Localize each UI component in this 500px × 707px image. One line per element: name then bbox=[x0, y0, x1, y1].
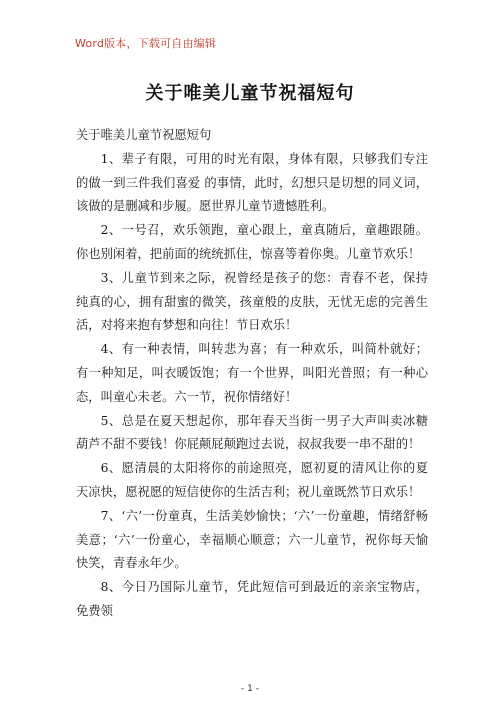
paragraph-8: 8、今日乃国际儿童节，凭此短信可到最近的亲亲宝物店，免费领 bbox=[76, 580, 428, 618]
paragraph-1: 1、辈子有限，可用的时光有限，身体有限，只够我们专注的做一到三件我们喜爱 的事情，此时，幻想只是切想的同义词，该做的是删减和步履。愿世界儿童节遗憾胜利。 bbox=[76, 151, 428, 214]
document-body bbox=[76, 124, 428, 624]
document-title: 关于唯美儿童节祝福短句 bbox=[145, 83, 355, 104]
paragraph-6: 6、愿清晨的太阳将你的前途照亮，愿初夏的清风让你的夏天凉快，愿祝愿的短信使你的生活吉利；祝儿童既然节日欢乐！ bbox=[76, 461, 428, 499]
page-number: - 1 - bbox=[241, 684, 259, 694]
header-note: Word版本，下载可自由编辑 bbox=[75, 37, 217, 50]
paragraph-7: 7、‘六’一份童真，生活美妙愉快；‘六’一份童趣，情绪舒畅美意；‘六’一份童心，幸福顺心顺意；六一儿童节，祝你每天愉快笑，青春永年少。 bbox=[76, 508, 428, 571]
paragraph-4: 4、有一种表情，叫转悲为喜；有一种欢乐，叫简朴就好；有一种知足，叫衣暖饭饱；有一个世界，叫阳光普照；有一种心态，叫童心未老。六一节，祝你情绪好！ bbox=[76, 342, 428, 404]
paragraph-2: 2、一号召，欢乐领跑，童心跟上，童真随后，童趣跟随。你也别闲着，把前面的统统抓住，惊喜等着你奥。儿童节欢乐！ bbox=[76, 223, 428, 261]
document-subtitle: 关于唯美儿童节祝愿短句 bbox=[76, 128, 212, 142]
paragraph-5: 5、总是在夏天想起你，那年春天当街一男子大声叫卖冰糖葫芦不甜不要钱！你屁颠屁颠跑过去说，叔叔我要一串不甜的！ bbox=[76, 413, 428, 452]
paragraph-3: 3、儿童节到来之际，祝曾经是孩子的您：青春不老，保持纯真的心，拥有甜蜜的微笑，孩童般的皮肤，无忧无虑的完善生活，对将来抱有梦想和向往！节日欢乐！ bbox=[76, 270, 428, 333]
